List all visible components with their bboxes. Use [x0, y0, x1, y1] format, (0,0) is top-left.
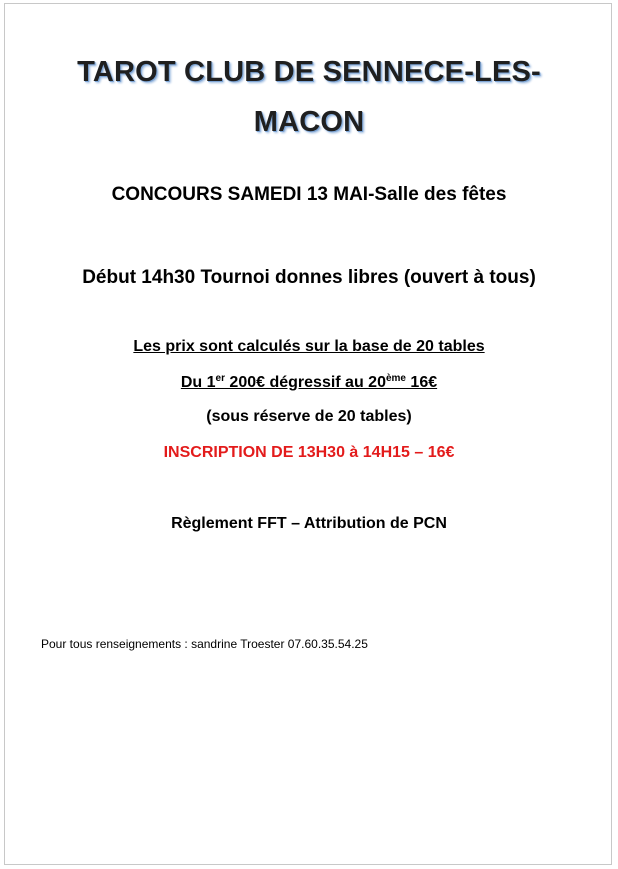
document-page [4, 3, 612, 865]
prize-range-line [15, 370, 603, 396]
prize-range-part-2: 200€ dégressif au 20 [224, 374, 386, 391]
prize-basis-line: Les prix sont calculés sur la base de 20 tables [133, 338, 485, 355]
start-time-line: Début 14h30 Tournoi donnes libres (ouvert à tous) [82, 267, 536, 288]
rules-line: Règlement FFT – Attribution de PCN [171, 515, 447, 532]
concours-heading: CONCOURS SAMEDI 13 MAI-Salle des fêtes [111, 184, 507, 205]
prize-range-part-3: 16€ [405, 374, 438, 391]
reservation-note: (sous réserve de 20 tables) [206, 408, 412, 425]
twentieth-superscript: ème [385, 373, 406, 384]
contact-info: Pour tous renseignements : sandrine Troester 07.60.35.54.25 [41, 637, 368, 651]
prize-range-part-1: Du 1 [180, 374, 216, 391]
club-title: TAROT CLUB DE SENNECE-LES-MACON [77, 56, 541, 138]
inscription-line: INSCRIPTION DE 13H30 à 14H15 – 16€ [163, 444, 455, 461]
first-superscript: er [215, 373, 225, 384]
